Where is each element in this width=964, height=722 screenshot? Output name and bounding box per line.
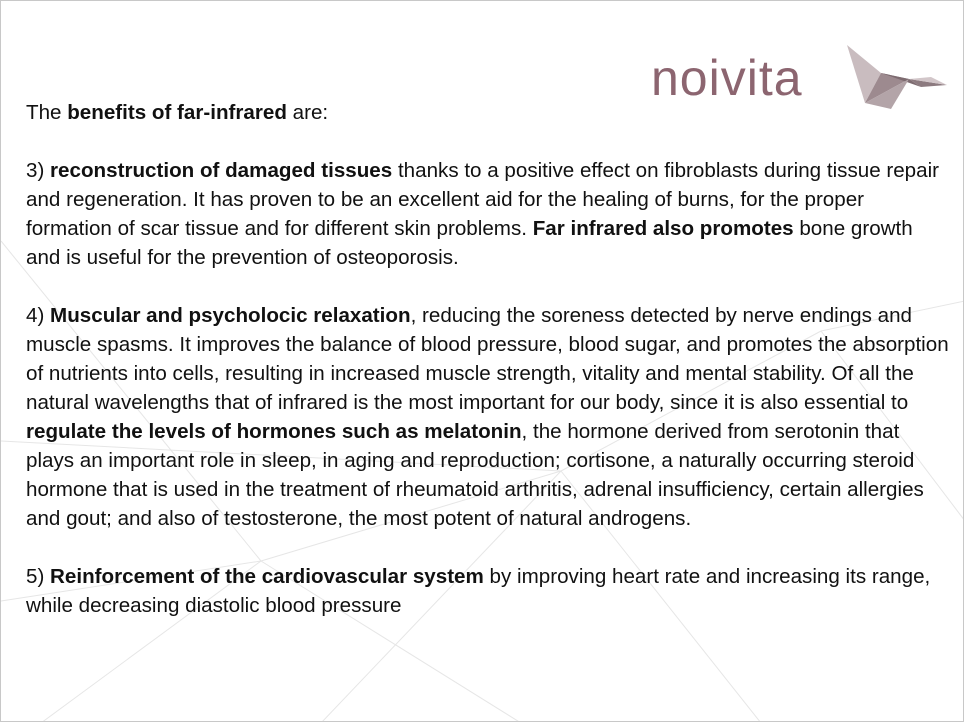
benefit-item-4: [26, 301, 951, 533]
item-text: , reducing the soreness detected by nerve endings and muscle spasms. It improves the balance of blood pressure, blood sugar, and promotes the absorption of nutrients into cells, resulting in increased muscle strength, vitality and mental stability. Of all the natural wavelengths that of infrared is the most important for our body, since it is also essential to: [26, 304, 949, 414]
item-number: 4): [26, 304, 51, 327]
intro-text: The: [26, 101, 68, 124]
benefit-item-3: [26, 156, 951, 272]
item-number: 5): [26, 565, 51, 588]
item-heading: reconstruction of damaged tissues: [50, 159, 393, 182]
item-text: by improving heart rate and increasing its range, while decreasing diastolic blood pressure: [26, 565, 931, 617]
benefit-item-5: [26, 562, 951, 620]
intro-bold: benefits of far-infrared: [67, 101, 287, 124]
item-heading: Reinforcement of the cardiovascular system: [50, 565, 484, 588]
logo-wordmark: noivita: [651, 50, 803, 106]
item-number: 3): [26, 159, 51, 182]
item-emphasis: regulate the levels of hormones such as melatonin: [26, 420, 522, 443]
item-text: thanks to a positive effect on fibroblasts during tissue repair and regeneration. It has proven to be an excellent aid for the healing of burns, for the proper formation of scar tissue and for different skin problems.: [26, 159, 940, 240]
item-text: bone growth and is useful for the prevention of osteoporosis.: [26, 217, 913, 269]
item-heading: Muscular and psycholocic relaxation: [50, 304, 411, 327]
intro-line: [26, 98, 951, 127]
item-emphasis: Far infrared also promotes: [532, 217, 794, 240]
benefits-text: [26, 98, 951, 649]
intro-text-end: are:: [286, 101, 329, 124]
item-text: , the hormone derived from serotonin that plays an important role in sleep, in aging and reproduction; cortisone, a naturally occurring steroid hormone that is used in the treatment of rheumatoid arthritis, adrenal insufficiency, certain allergies and gout; and also of testosterone, the most potent of natural androgens.: [26, 420, 924, 530]
